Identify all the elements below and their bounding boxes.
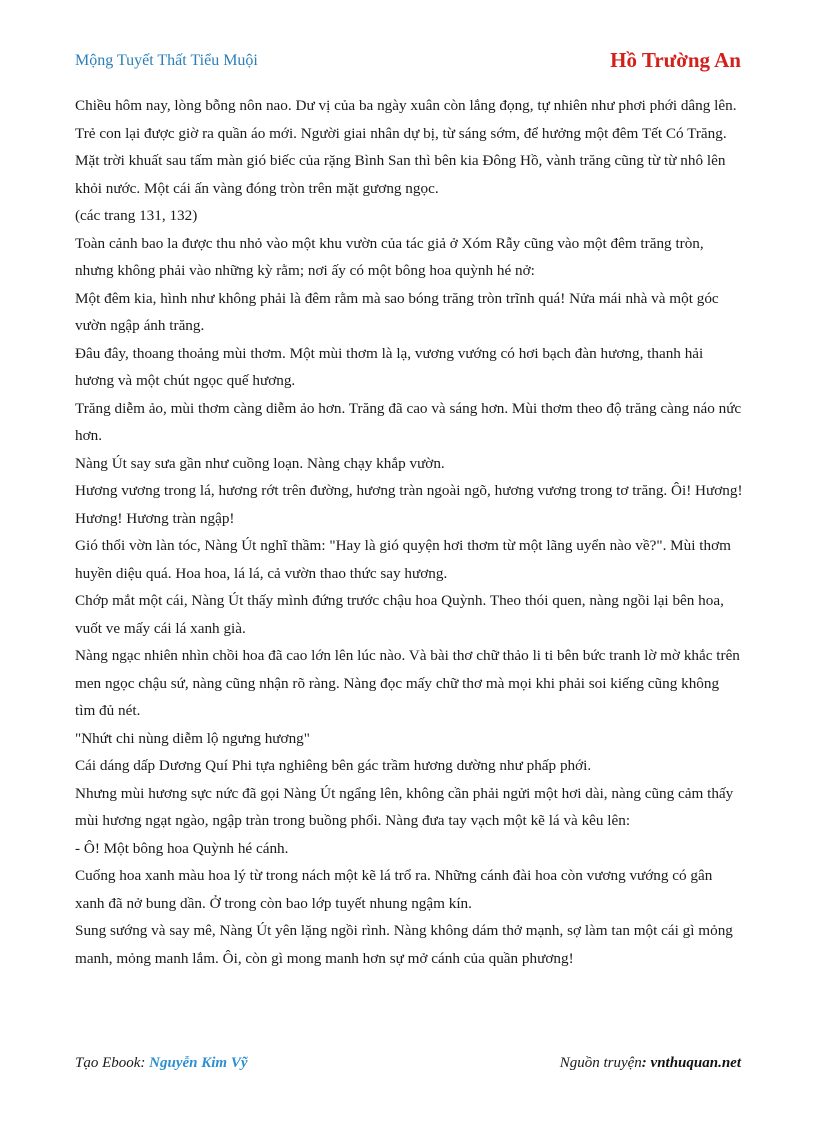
ebook-label: Tạo Ebook bbox=[75, 1055, 141, 1071]
page-body bbox=[75, 92, 743, 972]
author-name: Hồ Trường An bbox=[610, 48, 741, 72]
paragraph: Nhưng mùi hương sực nức đã gọi Nàng Út ngẩng lên, không cần phải ngửi một hơi dài, nàng cũng cảm thấy mùi hương ngạt ngào, ngập tràn trong buồng phổi. Nàng đưa tay vạch một kẽ lá và kêu lên: bbox=[75, 784, 734, 829]
paragraph: Sung sướng và say mê, Nàng Út yên lặng ngồi rình. Nàng không dám thở mạnh, sợ làm tan một cái gì mỏng manh, mỏng manh lắm. Ôi, còn gì mong manh hơn sự mở cánh của quần phương! bbox=[75, 922, 733, 967]
ebook-creator: Nguyễn Kim Vỹ bbox=[149, 1055, 248, 1071]
paragraph: Mặt trời khuất sau tấm màn gió biếc của rặng Bình San thì bên kia Đông Hồ, vành trăng cũng từ từ nhô lên khỏi nước. Một cái ấn vàng đóng tròn trên mặt gương ngọc. bbox=[75, 152, 726, 197]
source-site: vnthuquan.net bbox=[650, 1055, 741, 1071]
book-title: Mộng Tuyết Thất Tiểu Muội bbox=[75, 52, 258, 69]
paragraph: Chiều hôm nay, lòng bỗng nôn nao. Dư vị của ba ngày xuân còn lắng đọng, tự nhiên như phơi phới dâng lên. bbox=[75, 97, 737, 114]
page-header bbox=[75, 48, 741, 76]
paragraph: Một đêm kia, hình như không phải là đêm rằm mà sao bóng trăng tròn trĩnh quá! Nửa mái nhà và một góc vườn ngập ánh trăng. bbox=[75, 289, 719, 334]
dialogue-line: - Ô! Một bông hoa Quỳnh hé cánh. bbox=[75, 839, 289, 857]
poem-line: "Nhứt chi nùng diễm lộ ngưng hương" bbox=[75, 729, 310, 747]
ebook-credit: Tạo Ebook: Nguyễn Kim Vỹ bbox=[75, 1055, 248, 1071]
page-footer bbox=[75, 1055, 741, 1077]
paragraph: Hương vương trong lá, hương rớt trên đường, hương tràn ngoài ngõ, hương vương trong tơ trăng. Ôi! Hương! Hương! Hương tràn ngập! bbox=[75, 482, 743, 527]
paragraph: Toàn cảnh bao la được thu nhỏ vào một khu vườn của tác giả ở Xóm Rẫy cũng vào một đêm trăng tròn, nhưng không phải vào những kỳ rằm; nơi ấy có một bông hoa quỳnh hé nở: bbox=[75, 234, 704, 279]
source-label: Nguồn truyện bbox=[559, 1055, 642, 1071]
paragraph: Nàng Út say sưa gần như cuồng loạn. Nàng chạy khắp vườn. bbox=[75, 454, 445, 472]
page-reference: (các trang 131, 132) bbox=[75, 207, 198, 224]
paragraph: Nàng ngạc nhiên nhìn chồi hoa đã cao lớn lên lúc nào. Và bài thơ chữ thảo li ti bên bức tranh lờ mờ khắc trên men ngọc chậu sứ, nàng cũng nhận rõ ràng. Nàng đọc mấy chữ thơ mà mọi khi phải soi kiếng cũng không tìm đủ nét. bbox=[75, 647, 740, 719]
paragraph: Trăng diễm ảo, mùi thơm càng diễm ảo hơn. Trăng đã cao và sáng hơn. Mùi thơm theo độ trăng càng náo nức hơn. bbox=[75, 399, 742, 444]
paragraph: Chớp mắt một cái, Nàng Út thấy mình đứng trước chậu hoa Quỳnh. Theo thói quen, nàng ngồi lại bên hoa, vuốt ve mấy cái lá xanh già. bbox=[75, 592, 724, 637]
source-credit: Nguồn truyện: vnthuquan.net bbox=[559, 1055, 741, 1071]
paragraph: Cuống hoa xanh màu hoa lý từ trong nách một kẽ lá trổ ra. Những cánh đài hoa còn vương vướng có gân xanh đã nở bung dần. Ở trong còn bao lớp tuyết nhung ngậm kín. bbox=[75, 867, 713, 912]
paragraph: Gió thổi vờn làn tóc, Nàng Út nghĩ thầm: "Hay là gió quyện hơi thơm từ một lãng uyển nào về?". Mùi thơm huyền diệu quá. Hoa hoa, lá lá, cả vườn thao thức say hương. bbox=[75, 537, 731, 582]
paragraph: Cái dáng dấp Dương Quí Phi tựa nghiêng bên gác trầm hương dường như phấp phới. bbox=[75, 757, 592, 774]
paragraph: Trẻ con lại được giờ ra quần áo mới. Người giai nhân dự bị, từ sáng sớm, để hưởng một đêm Tết Có Trăng. bbox=[75, 124, 727, 142]
paragraph: Đâu đây, thoang thoảng mùi thơm. Một mùi thơm là lạ, vương vướng có hơi bạch đàn hương, thanh hải hương và một chút ngọc quế hương. bbox=[75, 344, 704, 389]
